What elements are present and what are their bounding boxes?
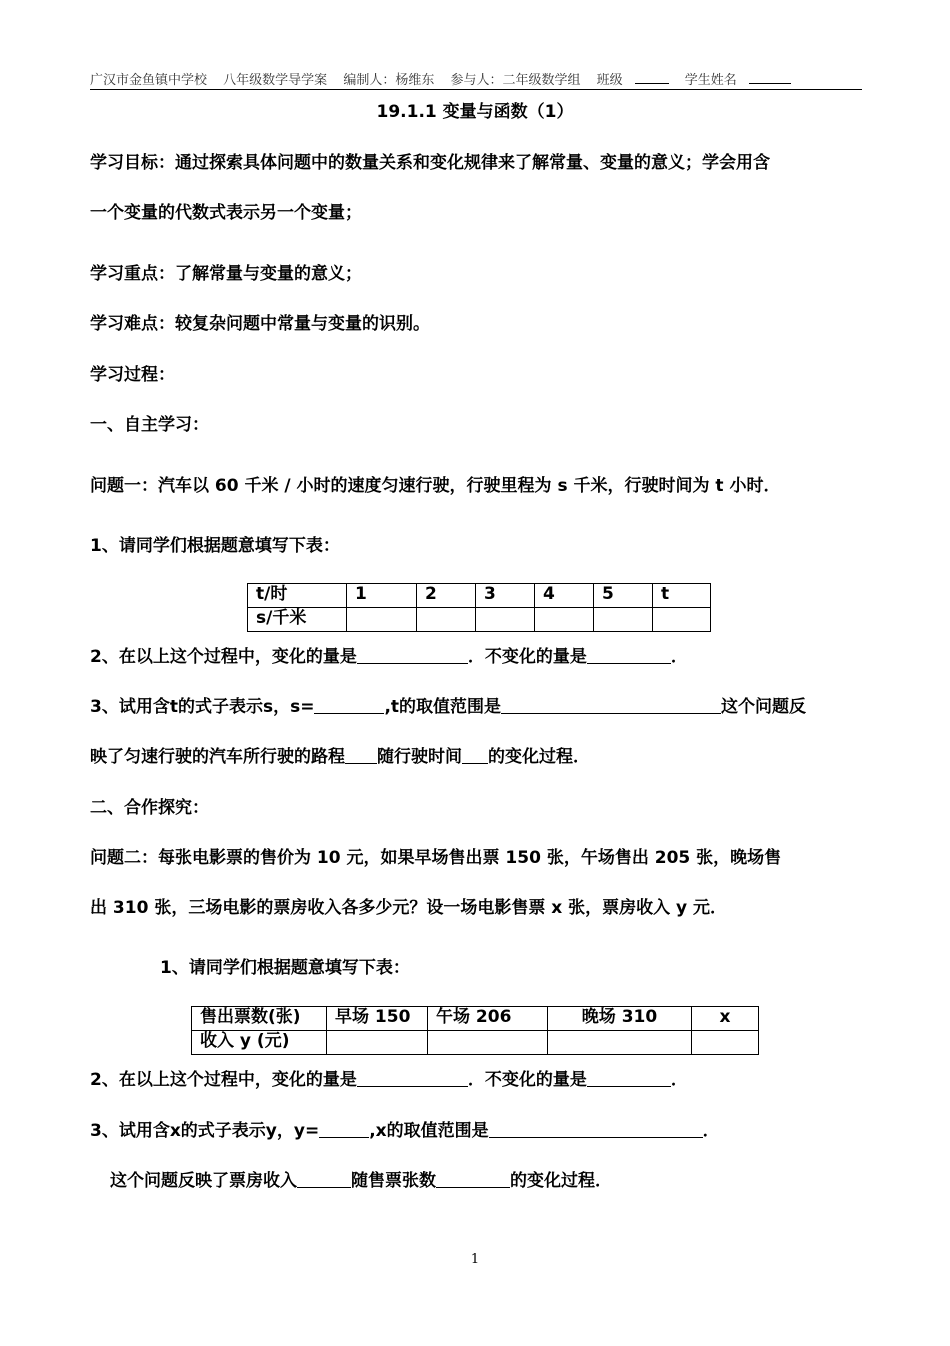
difficulty: 学习难点：较复杂问题中常量与变量的识别。 [90,314,430,334]
key-point: 学习重点：了解常量与变量的意义； [90,264,362,284]
table-input-cell[interactable] [535,608,594,632]
s2-question-2: 2、在以上这个过程中，变化的量是 ．不变化的量是 ． [90,1070,688,1090]
table-cell: 5 [594,584,653,608]
table-row [248,608,711,632]
answer-blank[interactable] [357,647,468,664]
table-input-cell[interactable] [653,608,711,632]
page-header [90,70,862,90]
learning-process: 学习过程： [90,365,175,385]
table-cell: 3 [476,584,535,608]
header-doc: 八年级数学导学案 [223,73,328,88]
table-cell: 晚场 310 [548,1007,692,1031]
s1-question-2: 2、在以上这个过程中，变化的量是 ．不变化的量是 ． [90,647,688,667]
table-input-cell[interactable] [417,608,476,632]
table-cell: 4 [535,584,594,608]
s2-question-1: 1、请同学们根据题意填写下表： [160,958,410,978]
table-tickets-income [191,1006,759,1055]
table-input-cell[interactable] [476,608,535,632]
problem-2-line-1: 问题二：每张电影票的售价为 10 元，如果早场售出票 150 张，午场售出 205 张，晚场售 [90,848,782,868]
s1-question-3-cont: 映了匀速行驶的汽车所行驶的路程 随行驶时间 的变化过程． [90,747,590,767]
table-cell: s/千米 [248,608,347,632]
header-participants: 参与人：二年级数学组 [450,73,581,88]
table-input-cell[interactable] [428,1031,548,1055]
table-cell: 1 [347,584,417,608]
answer-blank[interactable] [357,1070,468,1087]
table-input-cell[interactable] [594,608,653,632]
table-cell: 午场 206 [428,1007,548,1031]
table-time-distance [247,583,711,632]
objective-line-2: 一个变量的代数式表示另一个变量； [90,203,362,223]
header-class-label: 班级 [596,73,623,88]
table-row [248,584,711,608]
answer-blank[interactable] [319,1121,369,1138]
table-cell: 售出票数(张) [192,1007,327,1031]
table-cell: 收入 y (元) [192,1031,327,1055]
section2-heading: 二、合作探究： [90,798,209,818]
table-cell: t [653,584,711,608]
s2-question-3: 3、试用含x的式子表示y，y= ,x的取值范围是 ． [90,1121,720,1141]
page-title: 19.1.1 变量与函数（1） [376,102,574,122]
table-input-cell[interactable] [548,1031,692,1055]
s2-question-4: 这个问题反映了票房收入 随售票张数 的变化过程． [110,1171,612,1191]
header-author: 编制人：杨维东 [343,73,435,88]
answer-blank[interactable] [587,647,671,664]
table-input-cell[interactable] [327,1031,428,1055]
answer-blank[interactable] [501,697,721,714]
table-input-cell[interactable] [347,608,417,632]
answer-blank[interactable] [436,1171,510,1188]
s1-question-1: 1、请同学们根据题意填写下表： [90,536,340,556]
answer-blank[interactable] [587,1070,671,1087]
table-row [192,1031,759,1055]
s1-question-3: 3、试用含t的式子表示s，s= ,t的取值范围是 这个问题反 [90,697,807,717]
problem-2-line-2: 出 310 张，三场电影的票房收入各多少元？设一场电影售票 x 张，票房收入 y 元． [90,898,728,918]
table-cell: 早场 150 [327,1007,428,1031]
header-school: 广汉市金鱼镇中学校 [90,73,208,88]
answer-blank[interactable] [297,1171,351,1188]
problem-1: 问题一：汽车以 60 千米 / 小时的速度匀速行驶，行驶里程为 s 千米，行驶时间为 t 小时． [90,476,781,496]
class-blank [635,70,669,84]
page-number: 1 [470,1252,480,1267]
answer-blank[interactable] [489,1121,703,1138]
answer-blank[interactable] [314,697,384,714]
objective-line-1: 学习目标：通过探索具体问题中的数量关系和变化规律来了解常量、变量的意义；学会用含 [90,153,770,173]
answer-blank[interactable] [462,747,488,764]
table-row [192,1007,759,1031]
name-blank [749,70,791,84]
table-cell: x [692,1007,759,1031]
section1-heading: 一、自主学习： [90,415,209,435]
table-cell: t/时 [248,584,347,608]
answer-blank[interactable] [345,747,377,764]
header-name-label: 学生姓名 [684,73,737,88]
table-input-cell[interactable] [692,1031,759,1055]
table-cell: 2 [417,584,476,608]
